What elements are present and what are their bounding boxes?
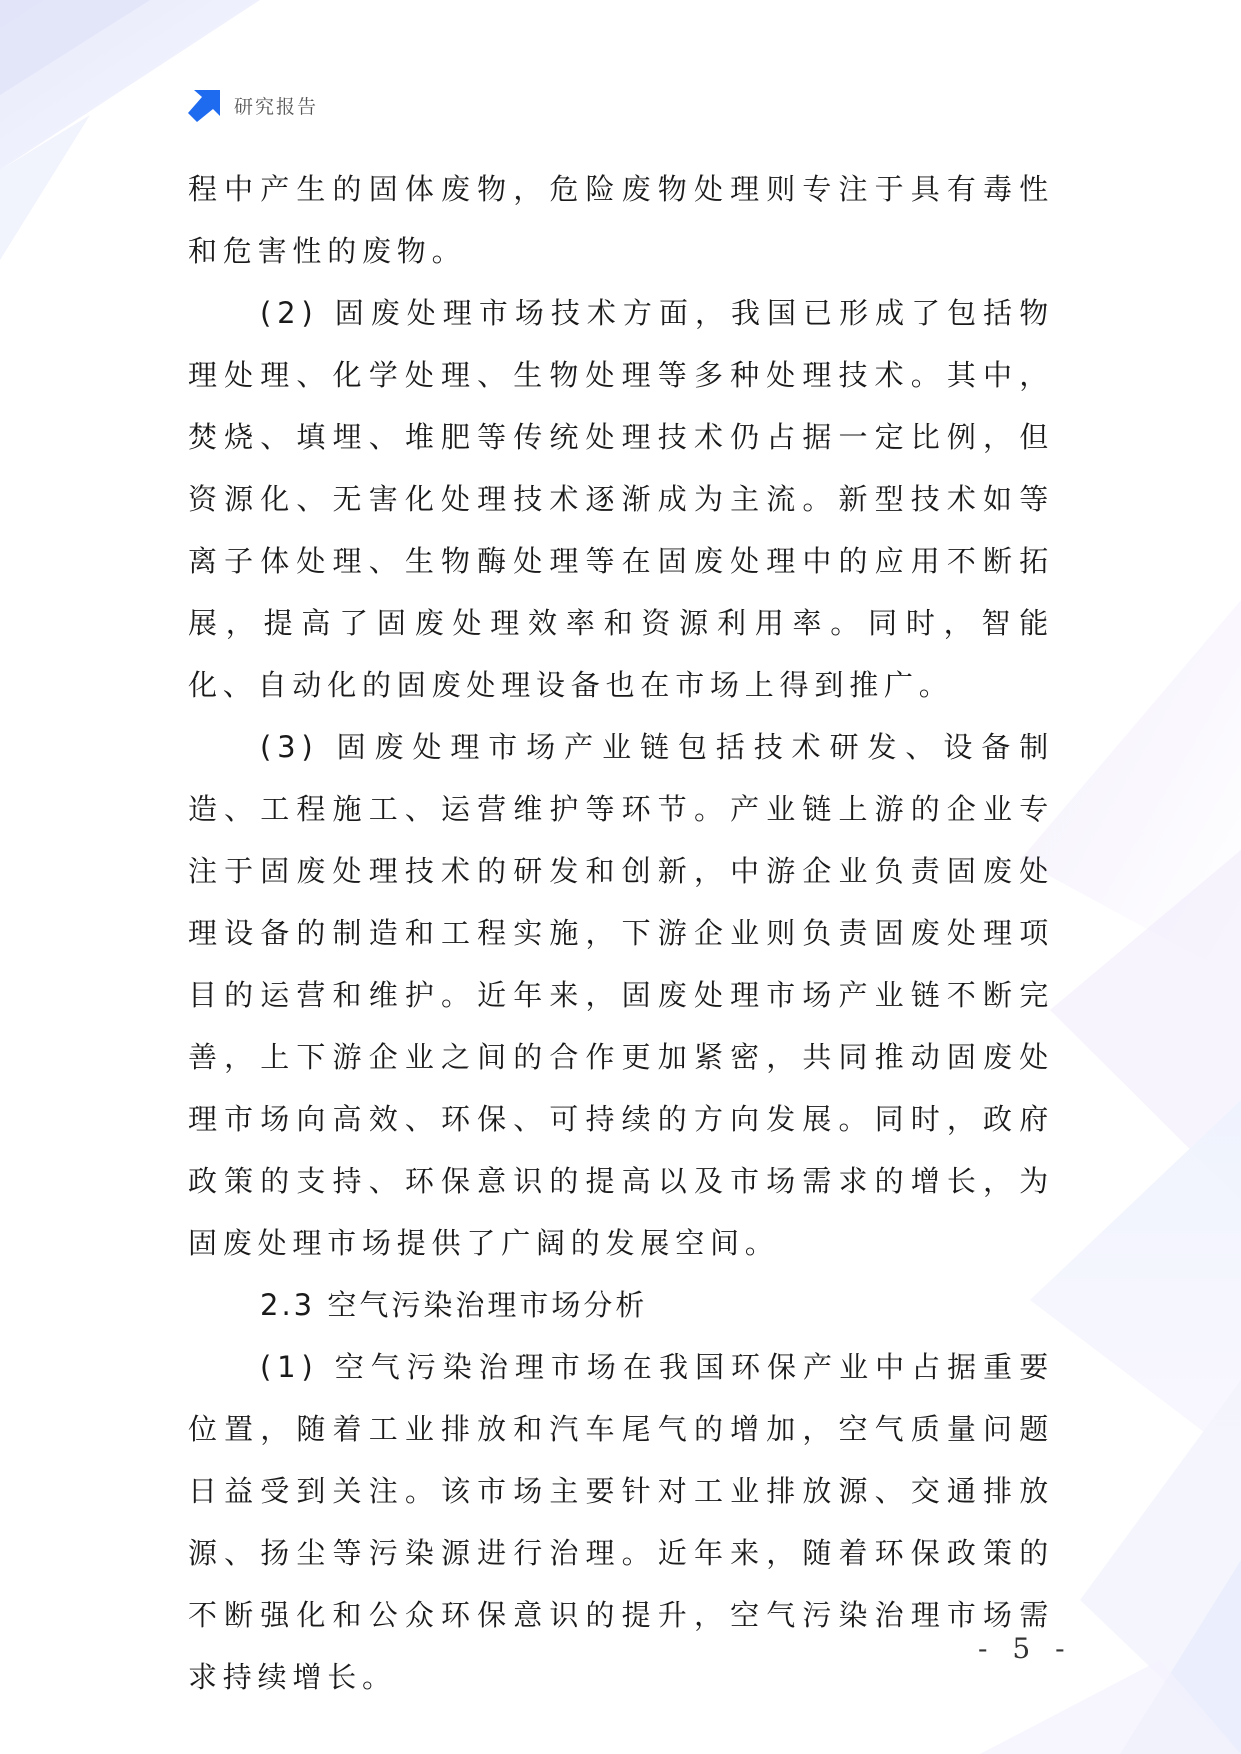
header-title: 研究报告 <box>234 95 319 118</box>
paragraph: (1) 空气污染治理市场在我国环保产业中占据重要位置，随着工业排放和汽车尾气的增加，空气质量问题日益受到关注。该市场主要针对工业排放源、交通排放源、扬尘等污染源进行治理。近年来，随着环保政策的不断强化和公众环保意识的提升，空气污染治理市场需求持续增长。 <box>188 1350 1054 1694</box>
page-number: - 5 - <box>978 1632 1073 1665</box>
arrow-up-right-icon <box>188 88 222 122</box>
section-heading: 2.3 空气污染治理市场分析 <box>260 1288 648 1322</box>
paragraph: (3) 固废处理市场产业链包括技术研发、设备制造、工程施工、运营维护等环节。产业链上游的企业专注于固废处理技术的研发和创新，中游企业负责固废处理设备的制造和工程实施，下游企业则负责固废处理项目的运营和维护。近年来，固废处理市场产业链不断完善，上下游企业之间的合作更加紧密，共同推动固废处理市场向高效、环保、可持续的方向发展。同时，政府政策的支持、环保意识的提高以及市场需求的增长，为固废处理市场提供了广阔的发展空间。 <box>188 730 1054 1260</box>
paragraph: (2) 固废处理市场技术方面，我国已形成了包括物理处理、化学处理、生物处理等多种处理技术。其中，焚烧、填埋、堆肥等传统处理技术仍占据一定比例，但资源化、无害化处理技术逐渐成为主流。新型技术如等离子体处理、生物酶处理等在固废处理中的应用不断拓展，提高了固废处理效率和资源利用率。同时，智能化、自动化的固废处理设备也在市场上得到推广。 <box>188 296 1054 702</box>
report-header <box>188 88 318 122</box>
paragraph: 程中产生的固体废物，危险废物处理则专注于具有毒性和危害性的废物。 <box>188 172 1054 268</box>
document-body <box>188 158 1054 1708</box>
